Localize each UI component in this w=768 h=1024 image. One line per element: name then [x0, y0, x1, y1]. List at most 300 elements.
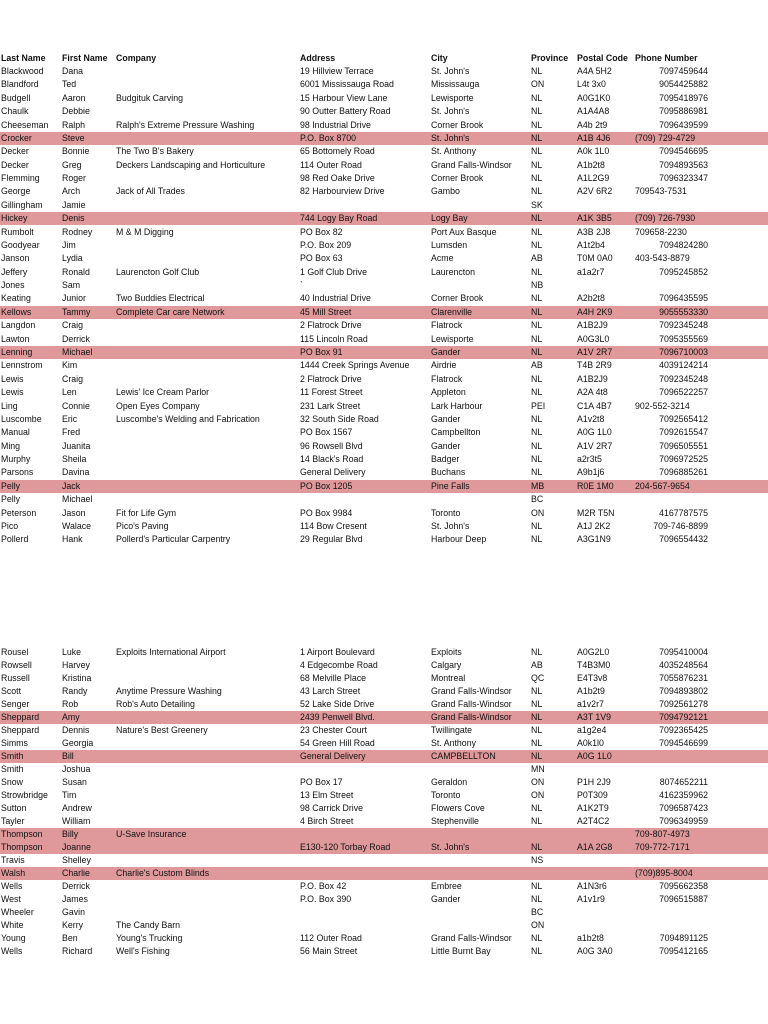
cell-first-name: Len — [62, 387, 77, 398]
cell-postal-code: A2V 6R2 — [577, 186, 613, 197]
table-row — [0, 763, 768, 776]
cell-postal-code: A1b2t9 — [577, 686, 605, 697]
cell-company — [116, 252, 300, 265]
cell-first-name: Greg — [62, 159, 82, 170]
cell-phone-number: 902-552-3214 — [635, 400, 690, 411]
cell-company — [116, 789, 300, 802]
table-row — [0, 724, 768, 737]
cell-last-name: Parsons — [1, 467, 34, 478]
cell-phone-number: 7095662358 — [659, 881, 708, 892]
cell-first-name: Rodney — [62, 226, 93, 237]
cell-province: NL — [531, 213, 543, 224]
cell-last-name: Manual — [1, 427, 30, 438]
cell-province: NL — [531, 173, 543, 184]
cell-address: 98 Carrick Drive — [300, 803, 364, 814]
table-row — [0, 659, 768, 672]
table-row — [0, 919, 768, 932]
cell-address: 114 Outer Road — [300, 159, 362, 170]
cell-postal-code: A1A 2G8 — [577, 842, 613, 853]
cell-last-name: Janson — [1, 253, 30, 264]
cell-postal-code — [577, 279, 635, 292]
header-phone-number: Phone Number — [635, 53, 698, 63]
cell-address — [300, 828, 431, 841]
cell-address: P.O. Box 8700 — [300, 132, 357, 143]
cell-first-name: William — [62, 816, 91, 827]
table-row — [0, 776, 768, 789]
cell-company — [116, 172, 300, 185]
cell-address: 1444 Creek Springs Avenue — [300, 360, 410, 371]
cell-city: Appleton — [431, 387, 466, 398]
table-row — [0, 319, 768, 332]
cell-city: St. Anthony — [431, 738, 476, 749]
cell-last-name: Decker — [1, 146, 29, 157]
cell-first-name: Joanne — [62, 842, 91, 853]
cell-company: Nature's Best Greenery — [116, 725, 208, 736]
cell-phone-number: 7096885261 — [659, 467, 708, 478]
cell-address: P.O. Box 42 — [300, 881, 347, 892]
cell-first-name: Aaron — [62, 92, 86, 103]
cell-city: Pine Falls — [431, 480, 470, 491]
cell-province: NL — [531, 239, 543, 250]
table-row — [0, 789, 768, 802]
cell-province: NL — [531, 520, 543, 531]
cell-city: St. John's — [431, 842, 470, 853]
cell-city: Gander — [431, 894, 461, 905]
cell-province: NL — [531, 816, 543, 827]
cell-province: AB — [531, 253, 543, 264]
cell-first-name: Ronald — [62, 266, 90, 277]
table-row — [0, 841, 768, 854]
cell-first-name: Dennis — [62, 725, 90, 736]
cell-address: 2 Flatrock Drive — [300, 373, 362, 384]
cell-first-name: Kim — [62, 360, 78, 371]
cell-city: St. John's — [431, 106, 470, 117]
cell-phone-number: 4167787575 — [659, 507, 708, 518]
cell-postal-code: A1v2t8 — [577, 413, 605, 424]
cell-postal-code: A0G1K0 — [577, 92, 611, 103]
cell-phone-number: 7095355569 — [659, 333, 708, 344]
header-province: Province — [531, 53, 569, 63]
table-row — [0, 533, 768, 546]
table-row — [0, 685, 768, 698]
cell-city: Gander — [431, 346, 461, 357]
cell-postal-code: T4B 2R9 — [577, 360, 612, 371]
cell-province: NL — [531, 413, 543, 424]
table-row — [0, 279, 768, 292]
cell-postal-code: A0G2L0 — [577, 647, 610, 657]
cell-first-name: Harvey — [62, 660, 90, 671]
cell-address: 2439 Penwell Blvd. — [300, 712, 375, 723]
cell-postal-code: A3T 1V9 — [577, 712, 612, 723]
cell-company — [116, 279, 300, 292]
cell-address: 14 Black's Road — [300, 454, 364, 465]
cell-last-name: Blackwood — [1, 66, 44, 76]
cell-phone-number: 7097459644 — [659, 66, 708, 76]
cell-phone-number: 7092365425 — [659, 725, 708, 736]
cell-first-name: Hank — [62, 534, 83, 545]
cell-postal-code: A4A 5H2 — [577, 66, 612, 76]
cell-phone-number: 7092615547 — [659, 427, 708, 438]
cell-address: 4 Birch Street — [300, 816, 354, 827]
cell-last-name: Smith — [1, 751, 24, 762]
cell-city: Gander — [431, 413, 461, 424]
header-address: Address — [300, 53, 336, 63]
cell-phone-number — [635, 279, 708, 292]
cell-phone-number: 7092345248 — [659, 373, 708, 384]
cell-phone-number — [635, 493, 708, 506]
cell-province: ON — [531, 777, 545, 788]
cell-last-name: Jeffery — [1, 266, 28, 277]
cell-postal-code: a1b2t8 — [577, 933, 604, 944]
cell-province: NL — [531, 427, 543, 438]
cell-postal-code: a1v2r7 — [577, 699, 604, 710]
cell-city: Port Aux Basque — [431, 226, 497, 237]
cell-last-name: Pelly — [1, 494, 21, 505]
cell-last-name: Rowsell — [1, 660, 32, 671]
cell-phone-number: (709)895-8004 — [635, 868, 693, 879]
cell-address: 1 Golf Club Drive — [300, 266, 367, 277]
cell-phone-number: 204-567-9654 — [635, 480, 690, 491]
cell-company: Lewis' Ice Cream Parlor — [116, 387, 210, 398]
cell-city: Corner Brook — [431, 119, 484, 130]
cell-last-name: Wells — [1, 946, 23, 957]
cell-last-name: White — [1, 920, 24, 931]
cell-last-name: Blandford — [1, 79, 39, 90]
cell-first-name: Debbie — [62, 106, 90, 117]
cell-address: 15 Harbour View Lane — [300, 92, 388, 103]
cell-postal-code: A1K 3B5 — [577, 213, 612, 224]
cell-city: Lewisporte — [431, 92, 474, 103]
table-row — [0, 346, 768, 359]
cell-city: Calgary — [431, 660, 462, 671]
cell-city — [431, 867, 531, 880]
cell-address: P.O. Box 390 — [300, 894, 352, 905]
cell-province: ON — [531, 920, 545, 931]
cell-company — [116, 78, 300, 91]
cell-last-name: Senger — [1, 699, 30, 710]
cell-postal-code: A1t2b4 — [577, 239, 605, 250]
cell-province: NL — [531, 66, 543, 76]
cell-province: NL — [531, 293, 543, 304]
cell-address: 90 Outter Battery Road — [300, 106, 391, 117]
cell-company — [116, 880, 300, 893]
cell-phone-number: 7095418976 — [659, 92, 708, 103]
cell-last-name: Keating — [1, 293, 31, 304]
cell-postal-code: T0M 0A0 — [577, 253, 613, 264]
cell-postal-code: A1N3r6 — [577, 881, 607, 892]
cell-company — [116, 659, 300, 672]
cell-first-name: Sheila — [62, 454, 87, 465]
cell-first-name: Michael — [62, 494, 93, 505]
cell-last-name: Chaulk — [1, 106, 29, 117]
cell-last-name: Tayler — [1, 816, 25, 827]
cell-last-name: George — [1, 186, 31, 197]
cell-province: ON — [531, 790, 545, 801]
cell-city: Geraldon — [431, 777, 468, 788]
cell-first-name: Billy — [62, 829, 79, 840]
table-row — [0, 185, 768, 198]
cell-last-name: Travis — [1, 855, 25, 866]
cell-company — [116, 65, 300, 78]
cell-city: Montreal — [431, 673, 466, 684]
cell-province: NL — [531, 119, 543, 130]
cell-province: NL — [531, 842, 543, 853]
cell-last-name: Russell — [1, 673, 30, 684]
cell-province: NL — [531, 159, 543, 170]
cell-city — [431, 919, 531, 932]
cell-last-name: Murphy — [1, 454, 31, 465]
cell-phone-number: 709543-7531 — [635, 186, 687, 197]
cell-province: NL — [531, 266, 543, 277]
cell-city: Flowers Cove — [431, 803, 485, 814]
cell-province: NB — [531, 280, 544, 291]
cell-city: Little Burnt Bay — [431, 946, 491, 957]
cell-last-name: Young — [1, 933, 26, 944]
cell-company — [116, 906, 300, 919]
cell-address: PO Box 1205 — [300, 480, 353, 491]
table-row — [0, 226, 768, 239]
cell-address — [300, 493, 431, 506]
table-row — [0, 306, 768, 319]
cell-last-name: Ling — [1, 400, 18, 411]
cell-city: Grand Falls-Windsor — [431, 159, 512, 170]
cell-phone-number: 7095412165 — [659, 946, 708, 957]
cell-postal-code: A2A 4t8 — [577, 387, 608, 398]
cell-city: Lark Harbour — [431, 400, 483, 411]
cell-postal-code: A3G1N9 — [577, 534, 611, 545]
cell-postal-code: A1V 2R7 — [577, 440, 613, 451]
cell-postal-code: A0G 1L0 — [577, 427, 612, 438]
cell-postal-code — [577, 906, 635, 919]
cell-address: 98 Red Oake Drive — [300, 173, 375, 184]
cell-first-name: Jamie — [62, 199, 86, 210]
cell-province: NL — [531, 647, 543, 657]
cell-last-name: Pico — [1, 520, 19, 531]
cell-first-name: Lydia — [62, 253, 83, 264]
cell-postal-code — [577, 763, 635, 776]
cell-first-name: Andrew — [62, 803, 92, 814]
cell-phone-number — [635, 763, 708, 776]
cell-address — [300, 919, 431, 932]
cell-address: 23 Chester Court — [300, 725, 367, 736]
table-row — [0, 92, 768, 105]
cell-last-name: West — [1, 894, 21, 905]
cell-company — [116, 841, 300, 854]
cell-last-name: Simms — [1, 738, 28, 749]
cell-province: NL — [531, 467, 543, 478]
cell-first-name: Kristina — [62, 673, 92, 684]
cell-province: NL — [531, 387, 543, 398]
cell-province: NL — [531, 226, 543, 237]
cell-company: Pico's Paving — [116, 520, 169, 531]
cell-city: Gander — [431, 440, 461, 451]
cell-company — [116, 132, 300, 145]
cell-address: 6001 Mississauga Road — [300, 79, 394, 90]
cell-company: Rob's Auto Detailing — [116, 699, 195, 710]
table-row — [0, 906, 768, 919]
cell-address: 744 Logy Bay Road — [300, 213, 378, 224]
cell-first-name: Arch — [62, 186, 81, 197]
cell-postal-code: A4H 2K9 — [577, 306, 613, 317]
cell-company — [116, 776, 300, 789]
cell-phone-number: 9055553330 — [659, 306, 708, 317]
cell-province: MB — [531, 480, 545, 491]
cell-postal-code: A1b2t8 — [577, 159, 605, 170]
cell-company: Pollerd's Particular Carpentry — [116, 534, 231, 545]
cell-city: Lumsden — [431, 239, 468, 250]
cell-phone-number: 709-807-4973 — [635, 829, 690, 840]
cell-address — [300, 867, 431, 880]
cell-postal-code: a1a2r7 — [577, 266, 605, 277]
cell-phone-number: 7096505551 — [659, 440, 708, 451]
cell-phone-number: 8074652211 — [659, 777, 708, 788]
cell-province — [531, 828, 576, 841]
cell-postal-code: A1v1r9 — [577, 894, 605, 905]
cell-last-name: Snow — [1, 777, 24, 788]
cell-last-name: Walsh — [1, 868, 26, 879]
cell-city: Gambo — [431, 186, 460, 197]
cell-province: NL — [531, 186, 543, 197]
cell-company — [116, 212, 300, 225]
cell-address: 115 Lincoln Road — [300, 333, 368, 344]
cell-phone-number: 709658-2230 — [635, 226, 687, 237]
cell-postal-code: A1V 2R7 — [577, 346, 613, 357]
cell-province: NL — [531, 454, 543, 465]
cell-postal-code: A1B2J9 — [577, 320, 608, 331]
cell-company — [116, 426, 300, 439]
table-row — [0, 932, 768, 945]
cell-address: 96 Rowsell Blvd — [300, 440, 363, 451]
cell-postal-code — [577, 199, 635, 212]
cell-province: MN — [531, 764, 545, 775]
cell-city: St. John's — [431, 132, 470, 143]
cell-company: Two Buddies Electrical — [116, 293, 205, 304]
cell-last-name: Pollerd — [1, 534, 29, 545]
cell-company — [116, 672, 300, 685]
cell-phone-number: 7094893802 — [659, 686, 708, 697]
cell-province: NL — [531, 92, 543, 103]
table-row — [0, 359, 768, 372]
table-row — [0, 132, 768, 145]
cell-first-name: Connie — [62, 400, 90, 411]
table-row — [0, 239, 768, 252]
cell-address: 65 Bottomely Road — [300, 146, 375, 157]
cell-postal-code: T4B3M0 — [577, 660, 611, 671]
cell-address — [300, 854, 431, 867]
cell-phone-number: 7096587423 — [659, 803, 708, 814]
cell-company: Open Eyes Company — [116, 400, 200, 411]
cell-phone-number: 7094893563 — [659, 159, 708, 170]
cell-first-name: Derrick — [62, 881, 90, 892]
cell-province: NL — [531, 306, 543, 317]
cell-city: Corner Brook — [431, 173, 484, 184]
cell-city: Grand Falls-Windsor — [431, 712, 512, 723]
cell-address: 68 Melville Place — [300, 673, 367, 684]
table-row — [0, 750, 768, 763]
cell-city: St. John's — [431, 66, 470, 76]
cell-first-name: Amy — [62, 712, 80, 723]
cell-first-name: Dana — [62, 66, 84, 76]
cell-province: NL — [531, 803, 543, 814]
cell-province: NL — [531, 751, 543, 762]
cell-address: PO Box 9984 — [300, 507, 353, 518]
cell-postal-code: A0G 3A0 — [577, 946, 613, 957]
cell-company — [116, 346, 300, 359]
cell-phone-number: 7092345248 — [659, 320, 708, 331]
cell-company: Exploits International Airport — [116, 647, 226, 657]
cell-phone-number: 7095245852 — [659, 266, 708, 277]
cell-city: Buchans — [431, 467, 466, 478]
cell-address: PO Box 1567 — [300, 427, 353, 438]
cell-province: NL — [531, 333, 543, 344]
cell-postal-code: M2R T5N — [577, 507, 615, 518]
cell-address: 1 Airport Boulevard — [300, 647, 375, 657]
table-row — [0, 252, 768, 265]
cell-phone-number: 7096710003 — [659, 346, 708, 357]
cell-first-name: Shelley — [62, 855, 91, 866]
cell-address: 56 Main Street — [300, 946, 358, 957]
cell-city: Badger — [431, 454, 460, 465]
cell-last-name: Gillingham — [1, 199, 43, 210]
cell-postal-code — [577, 867, 635, 880]
cell-province: PEI — [531, 400, 546, 411]
cell-address — [300, 199, 431, 212]
cell-last-name: Lawton — [1, 333, 30, 344]
header-first-name: First Name — [62, 53, 108, 63]
cell-last-name: Sheppard — [1, 725, 40, 736]
cell-postal-code — [577, 919, 635, 932]
cell-company — [116, 893, 300, 906]
cell-province: NL — [531, 725, 543, 736]
cell-city: Campbellton — [431, 427, 481, 438]
cell-last-name: Sutton — [1, 803, 27, 814]
cell-last-name: Goodyear — [1, 239, 40, 250]
cell-last-name: Pelly — [1, 480, 21, 491]
table-row — [0, 400, 768, 413]
cell-province: BC — [531, 494, 544, 505]
cell-address: 231 Lark Street — [300, 400, 361, 411]
cell-first-name: Davina — [62, 467, 90, 478]
table-row — [0, 373, 768, 386]
table-row — [0, 828, 768, 841]
cell-first-name: Jack — [62, 480, 81, 491]
cell-city: St. John's — [431, 520, 470, 531]
cell-phone-number — [635, 854, 708, 867]
table-row — [0, 520, 768, 533]
cell-city: Stephenville — [431, 816, 479, 827]
cell-company: Complete Car care Network — [116, 306, 225, 317]
table-row — [0, 698, 768, 711]
cell-last-name: Scott — [1, 686, 22, 697]
cell-province: ON — [531, 507, 545, 518]
cell-province: NS — [531, 855, 544, 866]
cell-address: 13 Elm Street — [300, 790, 354, 801]
table-row — [0, 493, 768, 506]
header-postal-code: Postal Code — [577, 53, 628, 63]
cell-province: NL — [531, 534, 543, 545]
cell-company — [116, 802, 300, 815]
cell-last-name: Lenning — [1, 346, 33, 357]
cell-province — [531, 867, 576, 880]
cell-company — [116, 199, 300, 212]
cell-company — [116, 440, 300, 453]
table-row — [0, 426, 768, 439]
table-row — [0, 854, 768, 867]
cell-first-name: Gavin — [62, 907, 85, 918]
cell-city: Grand Falls-Windsor — [431, 933, 512, 944]
cell-phone-number: 7096515887 — [659, 894, 708, 905]
cell-company: Luscombe's Welding and Fabrication — [116, 413, 260, 424]
